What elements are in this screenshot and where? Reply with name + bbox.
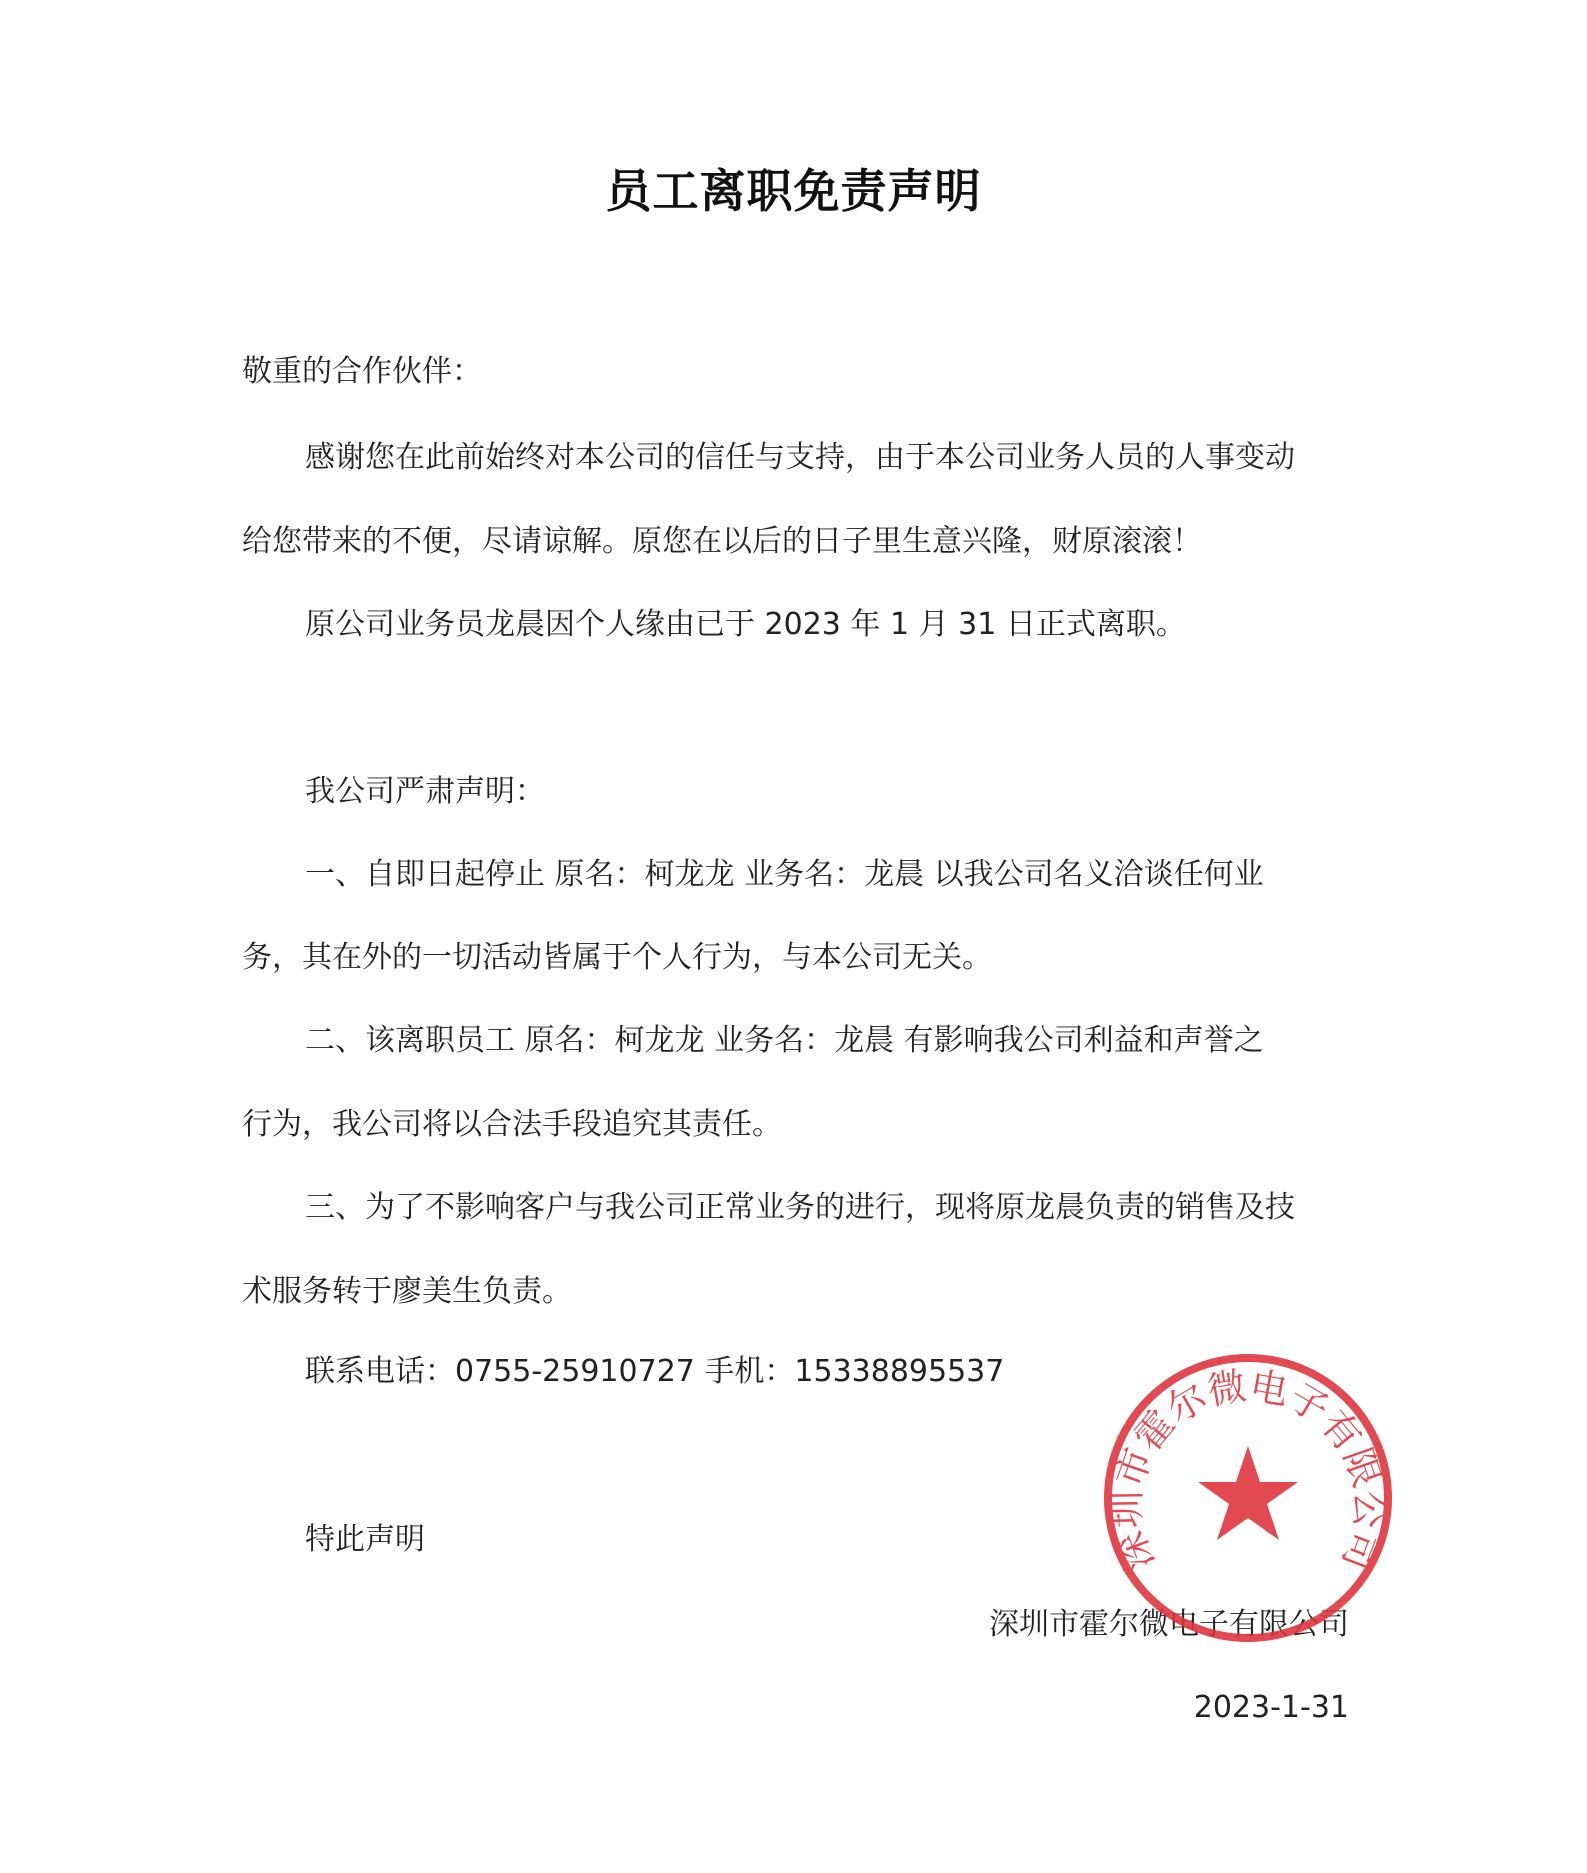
paragraph1-line2: 给您带来的不便，尽请谅解。原您在以后的日子里生意兴隆，财原滚滚！ <box>242 524 1202 559</box>
item1-line2: 务，其在外的一切活动皆属于个人行为，与本公司无关。 <box>242 940 992 975</box>
item3-line1: 三、为了不影响客户与我公司正常业务的进行，现将原龙晨负责的销售及技 <box>305 1190 1295 1225</box>
declaration-heading: 我公司严肃声明： <box>305 774 545 809</box>
item3-line2: 术服务转于廖美生负责。 <box>242 1274 572 1309</box>
item2-line1: 二、该离职员工 原名：柯龙龙 业务名：龙晨 有影响我公司利益和声誉之 <box>305 1023 1264 1058</box>
company-seal <box>1098 1348 1398 1648</box>
item1-line1: 一、自即日起停止 原名：柯龙龙 业务名：龙晨 以我公司名义洽谈任何业 <box>305 857 1264 892</box>
seal-star-icon <box>1198 1446 1298 1540</box>
paragraph1-line1: 感谢您在此前始终对本公司的信任与支持，由于本公司业务人员的人事变动 <box>305 440 1295 475</box>
paragraph2: 原公司业务员龙晨因个人缘由已于 2023 年 1 月 31 日正式离职。 <box>305 607 1186 642</box>
closing-line: 特此声明 <box>305 1522 425 1557</box>
seal-graphic <box>1098 1348 1398 1648</box>
item2-line2: 行为，我公司将以合法手段追究其责任。 <box>242 1107 782 1142</box>
company-name: 深圳市霍尔微电子有限公司 <box>989 1607 1349 1642</box>
document-title: 员工离职免责声明 <box>605 164 982 218</box>
seal-text: 深圳市霍尔微电子有限公司 <box>1104 1363 1392 1577</box>
salutation: 敬重的合作伙伴： <box>242 354 482 389</box>
document-date: 2023-1-31 <box>1193 1690 1349 1725</box>
contact-line: 联系电话：0755-25910727 手机：15338895537 <box>305 1354 1005 1389</box>
